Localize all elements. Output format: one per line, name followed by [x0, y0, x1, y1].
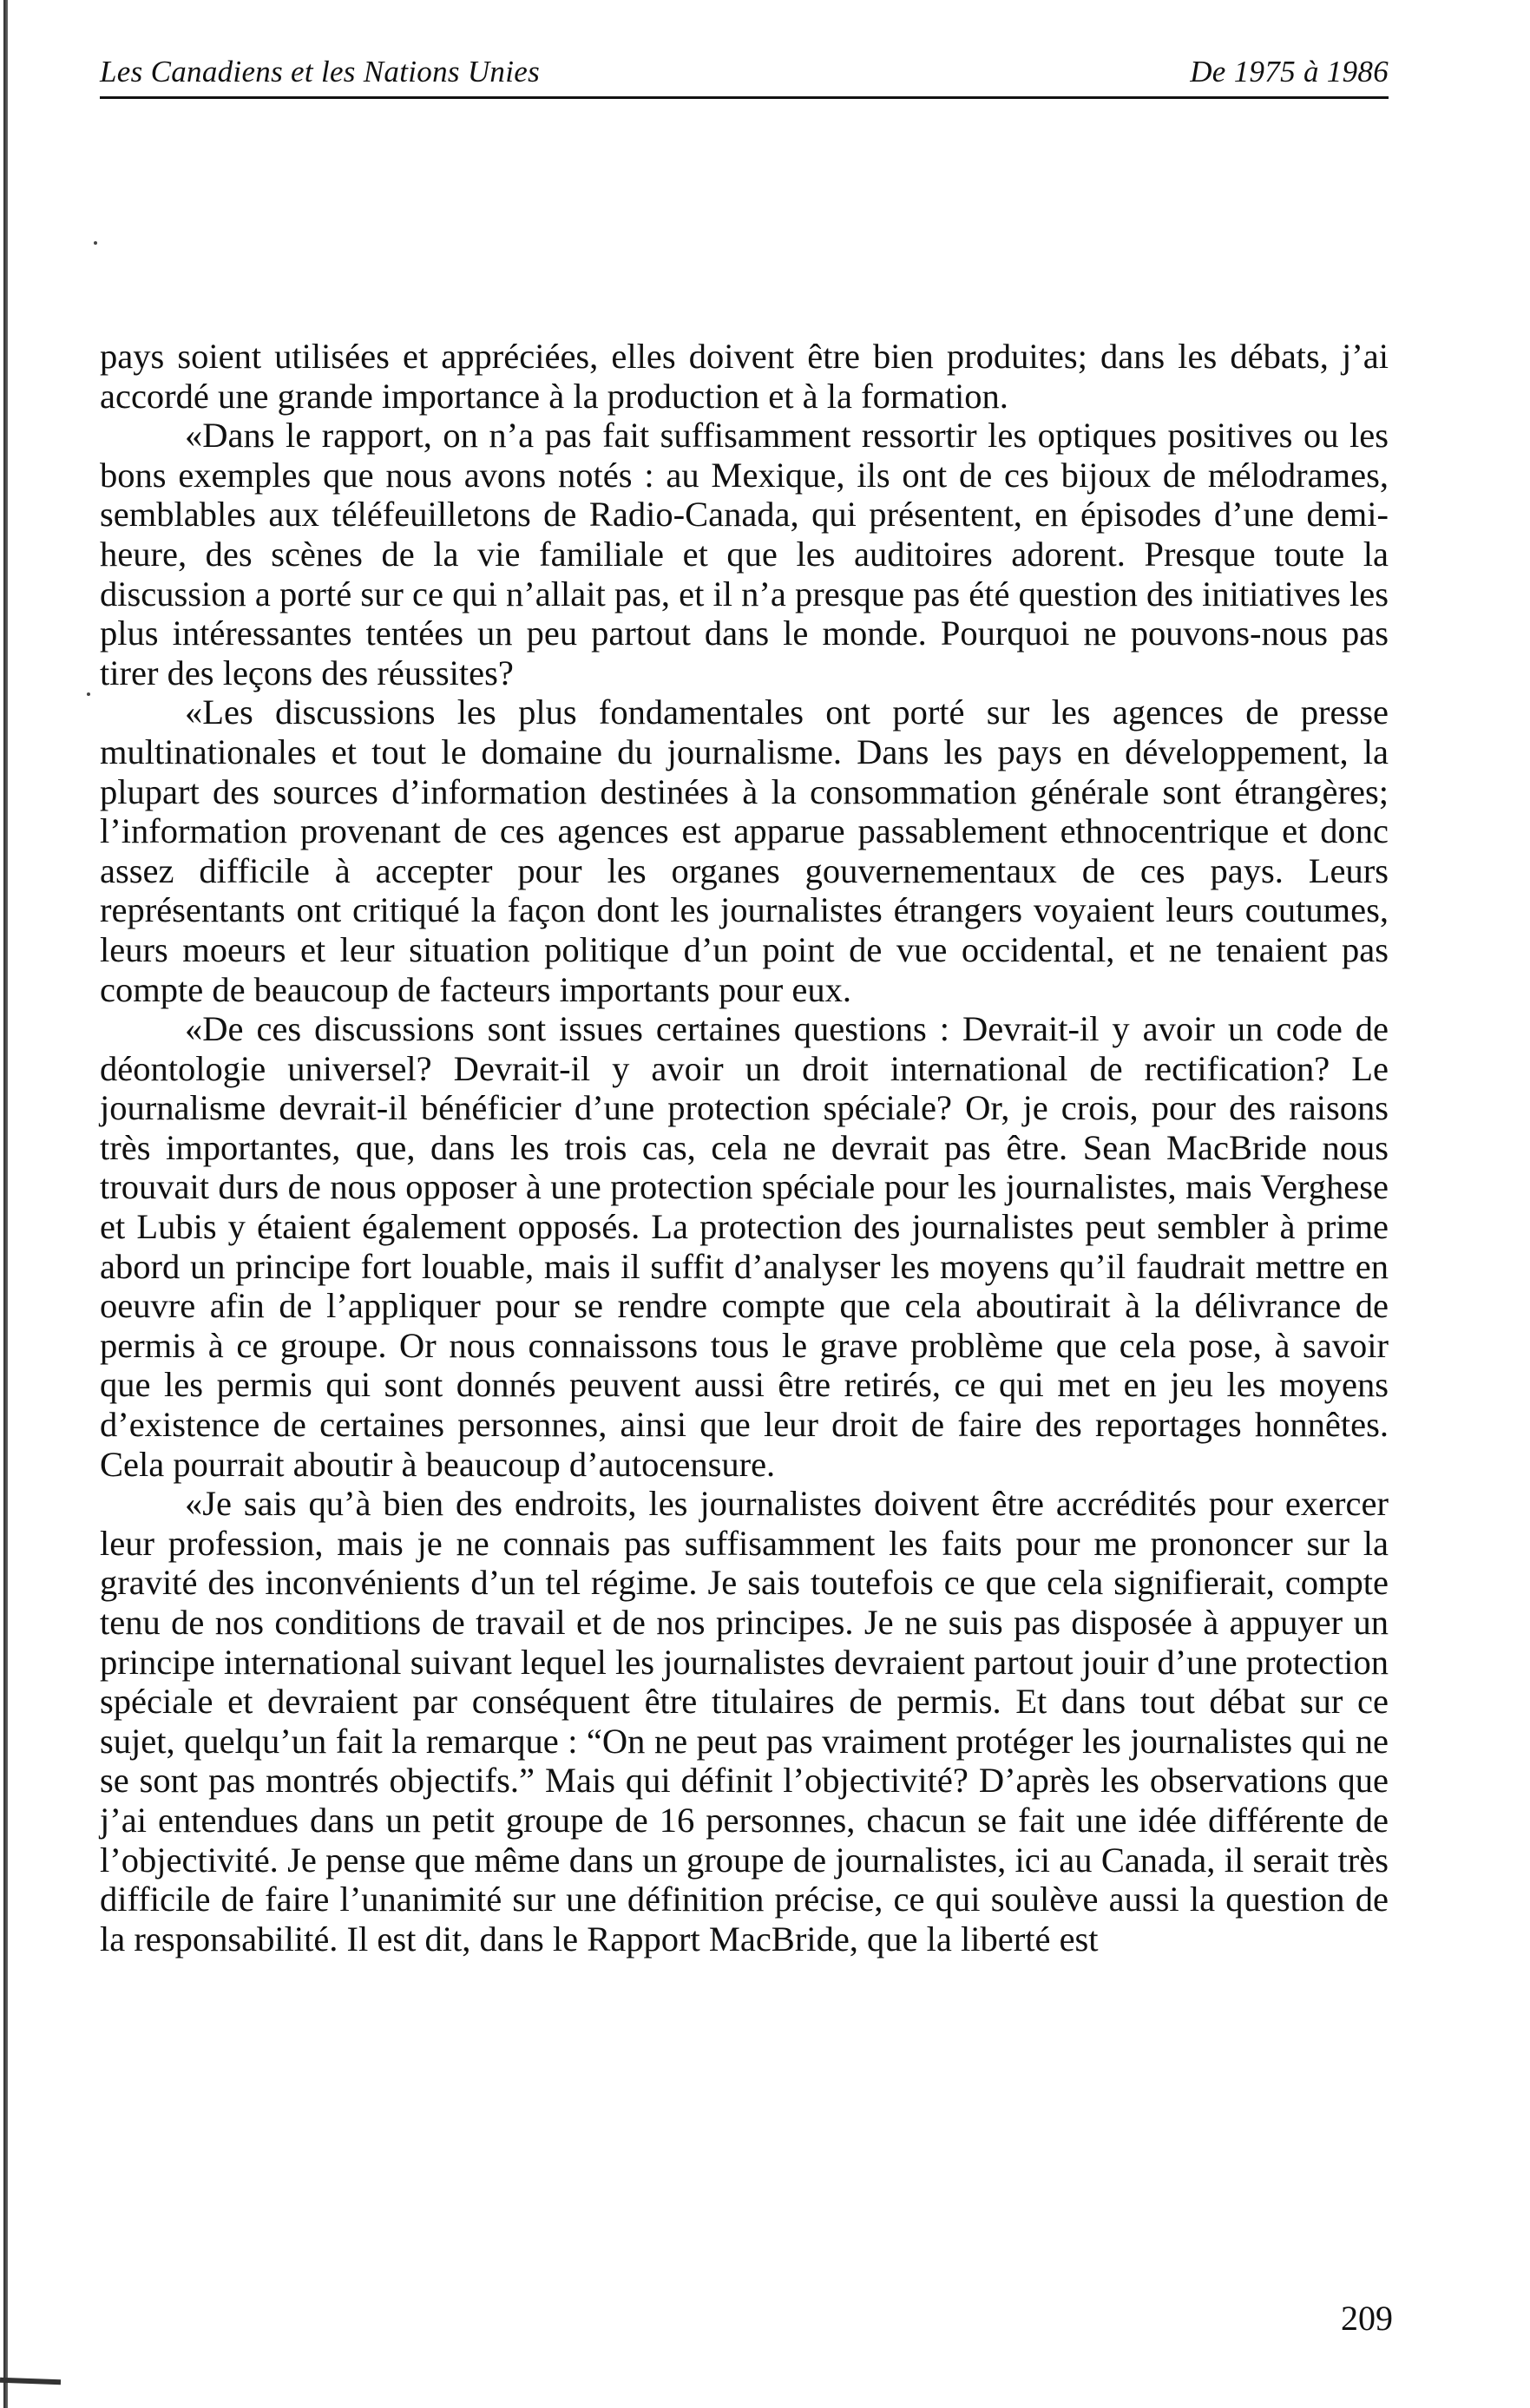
paragraph: «Dans le rapport, on n’a pas fait suffisamment ressortir les optiques positives ou les bons exemples que nous avons notés : au Mexique, ils ont de ces bijoux de mélodrames, semblables aux téléfeuilletons de Radio-Canada, qui présentent, en épisodes d’une demi-heure, des scènes de la vie familiale et que les auditoires adorent. Presque toute la discussion a porté sur ce qui n’allait pas, et il n’a presque pas été question des initiatives les plus intéressantes tentées un peu partout dans le monde. Pourquoi ne pouvons-nous pas tirer des leçons des réussites? [100, 416, 1389, 692]
body-text [100, 337, 1389, 1959]
header-book-title: Les Canadiens et les Nations Unies [100, 55, 541, 89]
paragraph: «Je sais qu’à bien des endroits, les journalistes doivent être accrédités pour exercer leur profession, mais je ne connais pas suffisamment les faits pour me prononcer sur la gravité des inconvénients d’un tel régime. Je sais toutefois ce que cela signifierait, compte tenu de nos conditions de travail et de nos principes. Je ne suis pas disposée à appuyer un principe international suivant lequel les journalistes devraient partout jouir d’une protection spéciale et devraient par conséquent être titulaires de permis. Et dans tout débat sur ce sujet, quelqu’un fait la remarque : “On ne peut pas vraiment protéger les journalistes qui ne se sont pas montrés objectifs.” Mais qui définit l’objectivité? D’après les observations que j’ai entendues dans un petit groupe de 16 personnes, chacun se fait une idée différente de l’objectivité. Je pense que même dans un groupe de journalistes, ici au Canada, il serait très difficile de faire l’unanimité sur une définition précise, ce qui soulève aussi la question de la responsabilité. Il est dit, dans le Rapport MacBride, que la liberté est [100, 1484, 1389, 1959]
scan-smudge [0, 2378, 61, 2385]
scan-binding-edge [3, 0, 8, 2408]
scan-speck [94, 241, 97, 245]
paragraph: «Les discussions les plus fondamentales ont porté sur les agences de presse multinationales et tout le domaine du journalisme. Dans les pays en développement, la plupart des sources d’information destinées à la consommation générale sont étrangères; l’information provenant de ces agences est apparue passablement ethnocentrique et donc assez difficile à accepter pour les organes gouvernementaux de ces pays. Leurs représentants ont critiqué la façon dont les journalistes étrangers voyaient leurs coutumes, leurs moeurs et leur situation politique d’un point de vue occidental, et ne tenaient pas compte de beaucoup de facteurs importants pour eux. [100, 692, 1389, 1009]
scan-speck [87, 692, 90, 696]
paragraph: «De ces discussions sont issues certaines questions : Devrait-il y avoir un code de déontologie universel? Devrait-il y avoir un droit international de rectification? Le journalisme devrait-il bénéficier d’une protection spéciale? Or, je crois, pour des raisons très importantes, que, dans les trois cas, cela ne devrait pas être. Sean MacBride nous trouvait durs de nous opposer à une protection spéciale pour les journalistes, mais Verghese et Lubis y étaient également opposés. La protection des journalistes peut sembler à prime abord un principe fort louable, mais il suffit d’analyser les moyens qu’il faudrait mettre en oeuvre afin de l’appliquer pour se rendre compte que cela aboutirait à la délivrance de permis à ce groupe. Or nous connaissons tous le grave problème que cela pose, à savoir que les permis qui sont donnés peuvent aussi être retirés, ce qui met en jeu les moyens d’existence de certaines personnes, ainsi que leur droit de faire des reportages honnêtes. Cela pourrait aboutir à beaucoup d’autocensure. [100, 1009, 1389, 1484]
running-header [100, 54, 1389, 99]
page-number: 209 [1341, 2299, 1393, 2338]
paragraph-continued: pays soient utilisées et appréciées, elles doivent être bien produites; dans les débats, j’ai accordé une grande importance à la production et à la formation. [100, 337, 1389, 416]
header-period: De 1975 à 1986 [1190, 55, 1389, 89]
